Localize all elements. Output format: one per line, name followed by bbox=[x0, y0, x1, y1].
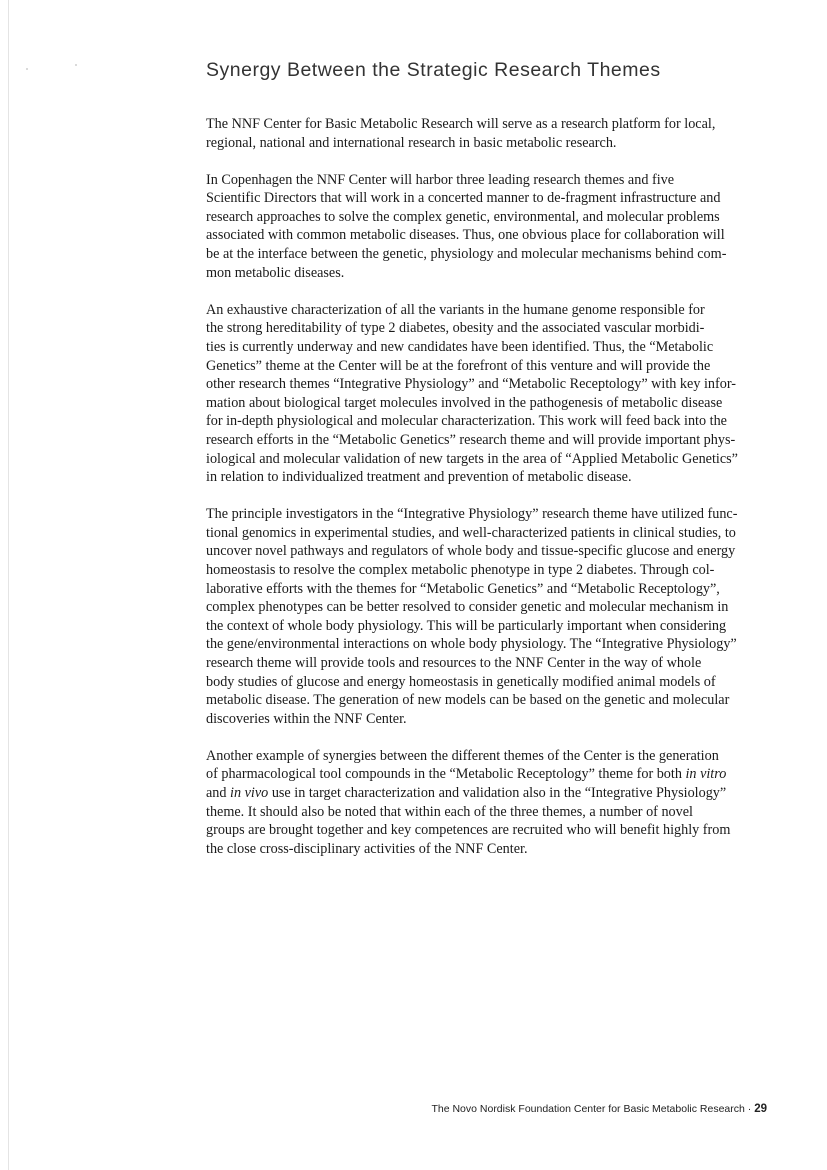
paragraph-5 bbox=[206, 747, 772, 859]
text-line: theme. It should also be noted that within each of the three themes, a number of novel bbox=[206, 803, 693, 820]
text-line: tional genomics in experimental studies, and well-characterized patients in clinical studies, to bbox=[206, 524, 736, 541]
text-line: in relation to individualized treatment and prevention of metabolic disease. bbox=[206, 469, 632, 486]
text-line: the gene/environmental interactions on whole body physiology. The “Integrative Physiology” bbox=[206, 636, 737, 653]
scan-speck bbox=[75, 64, 77, 66]
paragraph-4 bbox=[206, 505, 772, 728]
text-line: mon metabolic diseases. bbox=[206, 264, 345, 281]
text-line: regional, national and international research in basic metabolic research. bbox=[206, 134, 617, 151]
text-line: research approaches to solve the complex genetic, environmental, and molecular problems bbox=[206, 208, 720, 225]
text-line: be at the interface between the genetic, physiology and molecular mechanisms behind com- bbox=[206, 246, 727, 263]
italic-term: in vivo bbox=[230, 785, 269, 801]
text-line: the close cross-disciplinary activities of the NNF Center. bbox=[206, 840, 528, 857]
scan-speck bbox=[26, 68, 28, 70]
paragraph-3 bbox=[206, 301, 772, 487]
text-line bbox=[206, 784, 772, 803]
text-line: iological and molecular validation of new targets in the area of “Applied Metabolic Genetics” bbox=[206, 450, 738, 467]
text-segment: use in target characterization and validation also in the “Integrative Physiology” bbox=[268, 785, 727, 801]
text-line: associated with common metabolic diseases. Thus, one obvious place for collaboration will bbox=[206, 227, 725, 244]
text-line: the context of whole body physiology. This will be particularly important when considering bbox=[206, 617, 727, 634]
page-title: Synergy Between the Strategic Research Themes bbox=[206, 59, 661, 81]
text-line: for in-depth physiological and molecular characterization. This work will feed back into the bbox=[206, 413, 727, 430]
text-line: other research themes “Integrative Physiology” and “Metabolic Receptology” with key infor- bbox=[206, 376, 736, 393]
footer-separator: · bbox=[744, 1103, 755, 1115]
page-footer bbox=[431, 1103, 767, 1115]
page-edge-line bbox=[8, 0, 9, 1170]
italic-term: in vitro bbox=[685, 766, 727, 783]
text-line: laborative efforts with the themes for “Metabolic Genetics” and “Metabolic Receptology”, bbox=[206, 580, 720, 597]
text-segment: and bbox=[206, 785, 231, 801]
text-line: homeostasis to resolve the complex metabolic phenotype in type 2 diabetes. Through col- bbox=[206, 561, 715, 578]
text-line: Genetics” theme at the Center will be at the forefront of this venture and will provide the bbox=[206, 357, 711, 374]
paragraph-1 bbox=[206, 115, 772, 152]
text-line: research theme will provide tools and resources to the NNF Center in the way of whole bbox=[206, 654, 702, 671]
text-line: Scientific Directors that will work in a concerted manner to de-fragment infrastructure and bbox=[206, 190, 721, 207]
text-line: The principle investigators in the “Integrative Physiology” research theme have utilized func- bbox=[206, 506, 738, 523]
body-text bbox=[206, 115, 772, 877]
text-line: In Copenhagen the NNF Center will harbor three leading research themes and five bbox=[206, 171, 675, 188]
text-line: uncover novel pathways and regulators of whole body and tissue-specific glucose and energy bbox=[206, 543, 736, 560]
text-line: The NNF Center for Basic Metabolic Research will serve as a research platform for local, bbox=[206, 116, 716, 132]
text-line: ties is currently underway and new candidates have been identified. Thus, the “Metabolic bbox=[206, 338, 714, 355]
text-line: An exhaustive characterization of all the variants in the humane genome responsible for bbox=[206, 301, 705, 318]
text-line: the strong hereditability of type 2 diabetes, obesity and the associated vascular morbidi- bbox=[206, 320, 705, 337]
text-line bbox=[206, 765, 772, 784]
text-segment: of pharmacological tool compounds in the “Metabolic Receptology” theme for both bbox=[206, 766, 686, 783]
text-line: research efforts in the “Metabolic Genetics” research theme and will provide important phys- bbox=[206, 431, 736, 448]
text-line: groups are brought together and key competences are recruited who will benefit highly from bbox=[206, 822, 731, 839]
text-line: complex phenotypes can be better resolved to consider genetic and molecular mechanism in bbox=[206, 599, 729, 616]
text-line: mation about biological target molecules involved in the pathogenesis of metabolic disease bbox=[206, 394, 723, 411]
page-number: 29 bbox=[754, 1103, 767, 1115]
footer-text: The Novo Nordisk Foundation Center for Basic Metabolic Research bbox=[431, 1103, 745, 1115]
text-line: metabolic disease. The generation of new models can be based on the genetic and molecular bbox=[206, 692, 730, 709]
paragraph-2 bbox=[206, 171, 772, 283]
text-line: Another example of synergies between the different themes of the Center is the generation bbox=[206, 747, 719, 764]
text-line: discoveries within the NNF Center. bbox=[206, 710, 407, 727]
text-line: body studies of glucose and energy homeostasis in genetically modified animal models of bbox=[206, 673, 716, 690]
